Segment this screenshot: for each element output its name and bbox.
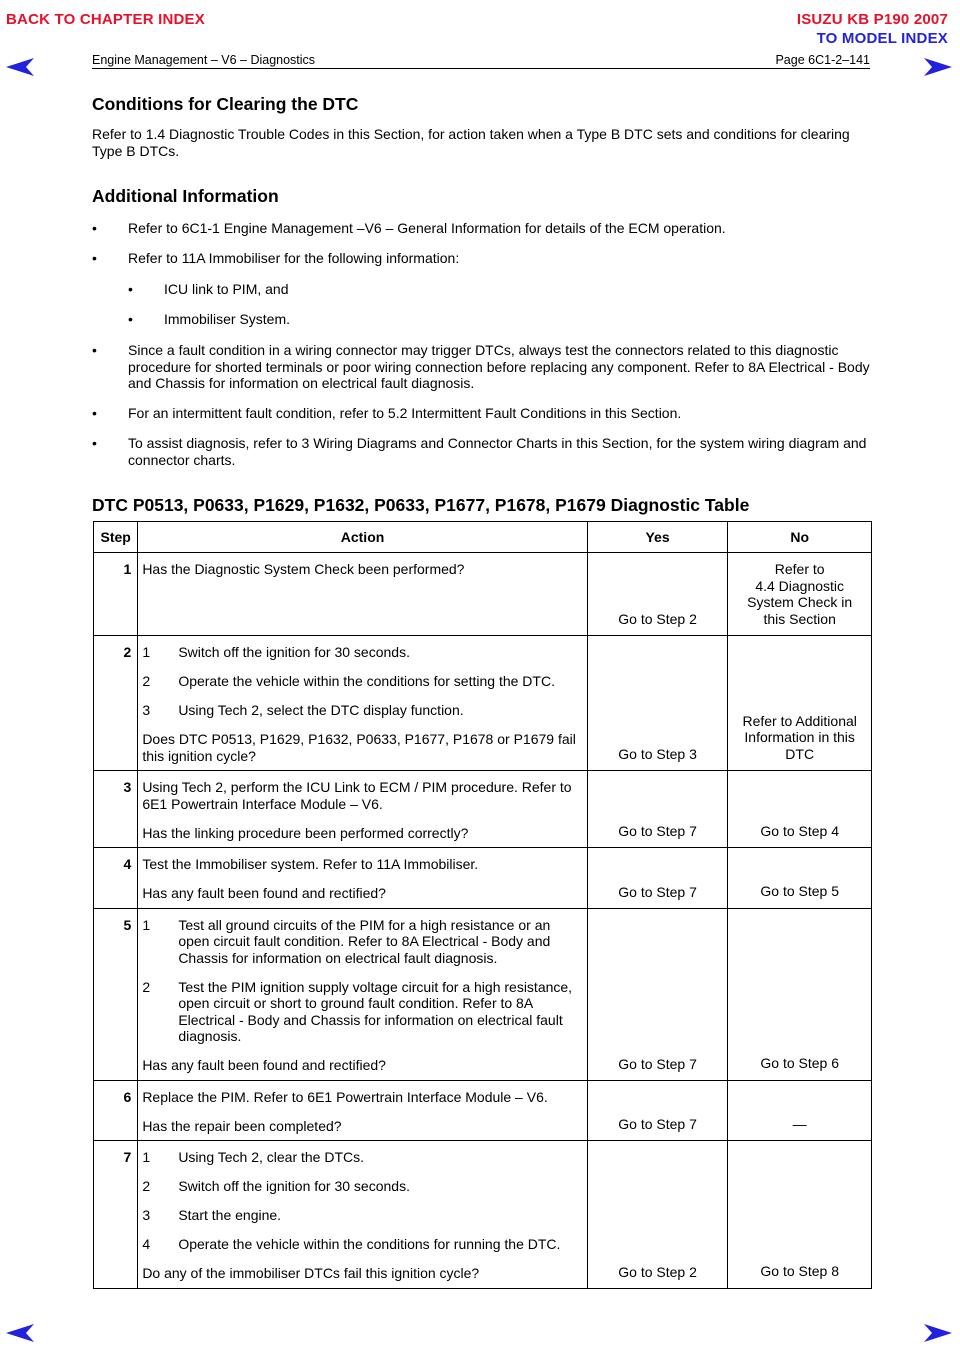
action-line-text: Switch off the ignition for 30 seconds.: [178, 644, 410, 660]
action-line: Does DTC P0513, P1629, P1632, P0633, P1677, P1678 or P1679 fail this ignition cycle?: [142, 731, 576, 764]
yes-result: Go to Step 2: [587, 1141, 728, 1289]
table-row: [94, 848, 872, 909]
model-title[interactable]: ISUZU KB P190 2007: [796, 11, 948, 28]
bullet-icon: •: [92, 220, 97, 236]
action-line-number: 3: [142, 702, 151, 718]
page-number: Page 6C1-2–141: [775, 53, 870, 67]
action-line: [142, 644, 582, 661]
action-line-text: Operate the vehicle within the conditions for running the DTC.: [178, 1236, 561, 1252]
no-result: Go to Step 8: [728, 1141, 872, 1289]
action-line: [142, 979, 582, 1045]
action-line-text: Start the engine.: [178, 1207, 282, 1223]
action-line-number: 2: [142, 1178, 151, 1194]
action-line: [142, 917, 582, 967]
step-number: 6: [94, 1080, 138, 1141]
bullet-icon: •: [128, 311, 133, 327]
action-line: [142, 1178, 582, 1195]
action-line: Has the linking procedure been performed correctly?: [142, 824, 469, 841]
bullet-icon: •: [128, 281, 133, 297]
action-line-number: 3: [142, 1207, 151, 1223]
clearing-body-block: [92, 126, 872, 159]
action-cell: [138, 908, 587, 1080]
yes-result: Go to Step 7: [587, 848, 728, 909]
step-number: 2: [94, 636, 138, 771]
action-line: Has the repair been completed?: [142, 1117, 342, 1134]
action-line-text: Using Tech 2, select the DTC display function.: [178, 702, 464, 718]
action-line: [142, 702, 582, 719]
additional-section: [92, 186, 872, 207]
action-line: Using Tech 2, perform the ICU Link to ECM / PIM procedure. Refer to 6E1 Powertrain Interface Module – V6.: [142, 779, 572, 812]
yes-result: Go to Step 3: [587, 636, 728, 771]
no-result: —: [728, 1080, 872, 1141]
yes-result: Go to Step 7: [587, 771, 728, 848]
table-section: [92, 495, 872, 516]
action-line: Test the Immobiliser system. Refer to 11A Immobiliser.: [142, 856, 479, 872]
action-line-text: Operate the vehicle within the conditions for setting the DTC.: [178, 673, 555, 689]
no-result: Go to Step 6: [728, 908, 872, 1080]
table-row: [94, 771, 872, 848]
diagnostic-table: [93, 521, 872, 1289]
no-result: Refer to Additional Information in this DTC: [728, 636, 872, 771]
next-page-arrow-icon[interactable]: [924, 1324, 952, 1342]
yes-result: Go to Step 7: [587, 1080, 728, 1141]
bullet-icon: •: [92, 435, 97, 451]
step-number: 3: [94, 771, 138, 848]
table-heading: DTC P0513, P0633, P1629, P1632, P0633, P1677, P1678, P1679 Diagnostic Table: [92, 495, 750, 515]
no-result: Go to Step 4: [728, 771, 872, 848]
clearing-section: [92, 94, 872, 115]
action-line: Replace the PIM. Refer to 6E1 Powertrain Interface Module – V6.: [142, 1088, 548, 1105]
to-model-index-link[interactable]: TO MODEL INDEX: [816, 30, 948, 47]
header-divider: [92, 68, 870, 69]
action-cell: [138, 1141, 587, 1289]
clearing-body: Refer to 1.4 Diagnostic Trouble Codes in this Section, for action taken when a Type B DTC sets and conditions for clearing Type B DTCs.: [92, 126, 850, 159]
column-header-yes: Yes: [587, 522, 728, 553]
prev-page-arrow-icon[interactable]: [6, 58, 34, 76]
table-row: [94, 1080, 872, 1141]
action-cell: [138, 553, 587, 636]
column-header-action: Action: [138, 522, 587, 553]
action-line: [142, 673, 582, 690]
action-line: [142, 1149, 582, 1166]
action-line: Has the Diagnostic System Check been performed?: [142, 561, 465, 577]
action-line: [142, 1236, 582, 1253]
column-header-step: Step: [94, 522, 138, 553]
action-cell: [138, 636, 587, 771]
action-line-text: Test the PIM ignition supply voltage circuit for a high resistance, open circuit or short to ground fault condition. Refer to 8A Electrical - Body and Chassis for information on electrical fault diagnosis.: [178, 978, 573, 1044]
back-to-chapter-index-link[interactable]: BACK TO CHAPTER INDEX: [6, 11, 205, 28]
action-cell: [138, 848, 587, 909]
table-header-row: [94, 522, 872, 553]
prev-page-arrow-icon[interactable]: [6, 1324, 34, 1342]
page-header-title: Engine Management – V6 – Diagnostics: [92, 53, 316, 67]
bullet-icon: •: [92, 405, 97, 421]
next-page-arrow-icon[interactable]: [924, 58, 952, 76]
additional-heading: Additional Information: [92, 186, 279, 206]
step-number: 4: [94, 848, 138, 909]
column-header-no: No: [728, 522, 872, 553]
action-line-number: 1: [142, 1149, 151, 1165]
action-cell: [138, 771, 587, 848]
action-line: Has any fault been found and rectified?: [142, 885, 386, 901]
action-line: Has any fault been found and rectified?: [142, 1057, 386, 1073]
table-row: [94, 1141, 872, 1289]
action-line: [142, 1207, 582, 1224]
no-result: Refer to 4.4 Diagnostic System Check in this Section: [728, 553, 872, 636]
step-number: 7: [94, 1141, 138, 1289]
action-line-number: 1: [142, 644, 151, 660]
bullet-icon: •: [92, 342, 97, 358]
action-line-text: Using Tech 2, clear the DTCs.: [178, 1149, 365, 1165]
action-line-text: Switch off the ignition for 30 seconds.: [178, 1178, 410, 1194]
action-line-number: 2: [142, 673, 151, 689]
bullet-icon: •: [92, 250, 97, 266]
action-line: Do any of the immobiliser DTCs fail this ignition cycle?: [142, 1265, 480, 1281]
table-row: [94, 636, 872, 771]
table-body: [94, 553, 872, 1289]
table-row: [94, 553, 872, 636]
step-number: 5: [94, 908, 138, 1080]
action-line-text: Test all ground circuits of the PIM for a high resistance or an open circuit fault condition. Refer to 8A Electrical - Body and Chassis for information on electrical fault diagnosis.: [178, 916, 551, 966]
yes-result: Go to Step 2: [587, 553, 728, 636]
action-cell: [138, 1080, 587, 1141]
yes-result: Go to Step 7: [587, 908, 728, 1080]
action-line-number: 1: [142, 916, 151, 933]
no-result: Go to Step 5: [728, 848, 872, 909]
step-number: 1: [94, 553, 138, 636]
clearing-heading: Conditions for Clearing the DTC: [92, 94, 359, 114]
action-line-number: 2: [142, 978, 151, 995]
action-line-number: 4: [142, 1236, 151, 1252]
table-row: [94, 908, 872, 1080]
